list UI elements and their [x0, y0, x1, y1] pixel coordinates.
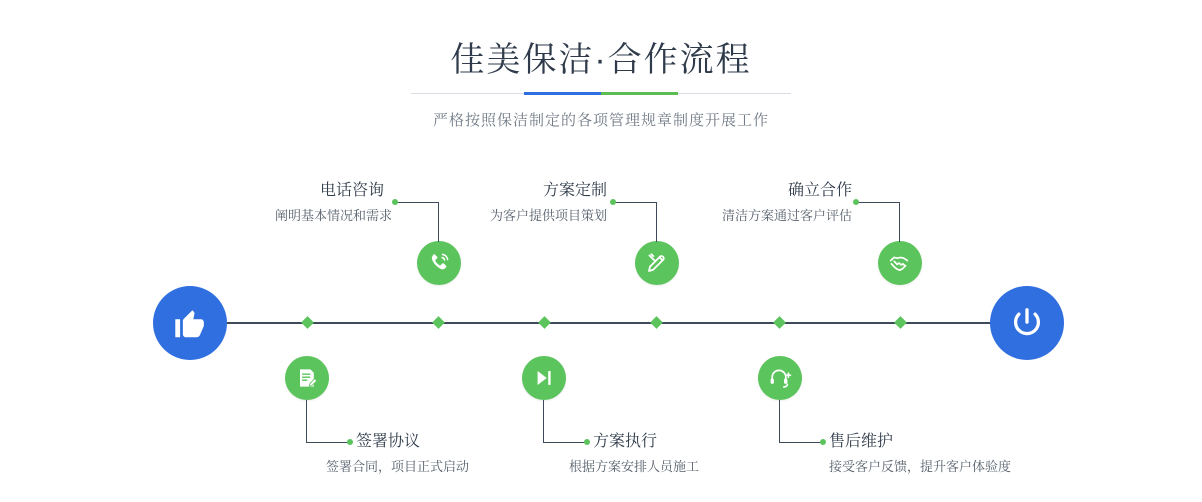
axis-marker [432, 316, 445, 329]
power-icon [1009, 305, 1045, 341]
step-label-2 [326, 432, 470, 476]
connector-line-2-horizontal [306, 442, 350, 443]
connector-line-6-vertical [779, 400, 780, 442]
connector-dot-3 [610, 199, 616, 205]
step-label-5 [700, 181, 852, 225]
axis-marker [773, 316, 786, 329]
divider-blue-segment [524, 92, 601, 95]
page-title: 佳美保洁·合作流程 [450, 41, 752, 79]
step-node-3[interactable] [635, 241, 679, 285]
step-title-1: 电话咨询 [319, 182, 384, 199]
step-node-5[interactable] [878, 241, 922, 285]
handshake-icon [888, 251, 912, 275]
step-label-1 [252, 181, 397, 225]
page-subtitle: 严格按照保洁制定的各项管理规章制度开展工作 [432, 112, 769, 129]
axis-marker [538, 316, 551, 329]
step-title-4: 方案执行 [593, 433, 658, 450]
step-node-6[interactable] [758, 356, 802, 400]
step-node-4[interactable] [522, 356, 566, 400]
step-node-2[interactable] [285, 356, 329, 400]
axis-marker [894, 316, 907, 329]
connector-line-4-horizontal [543, 442, 587, 443]
connector-line-1-vertical [438, 202, 439, 242]
step-title-6: 售后维护 [829, 433, 894, 450]
connector-line-1-horizontal [395, 202, 439, 203]
step-title-2: 签署协议 [356, 433, 421, 450]
connector-line-2-vertical [306, 400, 307, 442]
step-title-5: 确立合作 [787, 182, 852, 199]
play-forward-icon [533, 367, 555, 389]
step-label-3 [455, 181, 607, 225]
connector-line-4-vertical [543, 400, 544, 442]
step-desc-4: 根据方案安排人员施工 [569, 459, 700, 474]
step-title-3: 方案定制 [542, 182, 607, 199]
connector-dot-4 [584, 439, 590, 445]
timeline-end [990, 286, 1064, 360]
connector-dot-6 [820, 439, 826, 445]
diagram-header [0, 0, 1202, 130]
step-node-1[interactable] [417, 241, 461, 285]
connector-dot-2 [347, 439, 353, 445]
axis-marker [650, 316, 663, 329]
connector-line-3-vertical [656, 202, 657, 242]
connector-line-5-vertical [899, 202, 900, 242]
step-desc-3: 为客户提供项目策划 [489, 208, 607, 223]
pen-ruler-icon [645, 251, 669, 275]
timeline [0, 160, 1202, 502]
connector-line-6-horizontal [779, 442, 823, 443]
timeline-axis [155, 322, 1047, 324]
step-desc-2: 签署合同，项目正式启动 [326, 459, 470, 474]
axis-marker [301, 316, 314, 329]
phone-ring-icon [427, 251, 451, 275]
step-desc-6: 接受客户反馈，提升客户体验度 [829, 459, 1012, 474]
connector-line-5-horizontal [856, 202, 900, 203]
timeline-start [153, 286, 227, 360]
connector-dot-5 [853, 199, 859, 205]
connector-line-3-horizontal [613, 202, 657, 203]
step-label-6 [829, 432, 1011, 476]
step-label-4 [569, 432, 700, 476]
step-desc-5: 清洁方案通过客户评估 [721, 208, 852, 223]
headset-add-icon [768, 366, 792, 390]
title-divider [411, 92, 791, 95]
thumbs-up-icon [172, 305, 208, 341]
contract-edit-icon [295, 366, 319, 390]
step-desc-1: 阐明基本情况和需求 [274, 208, 392, 223]
divider-green-segment [601, 92, 678, 95]
